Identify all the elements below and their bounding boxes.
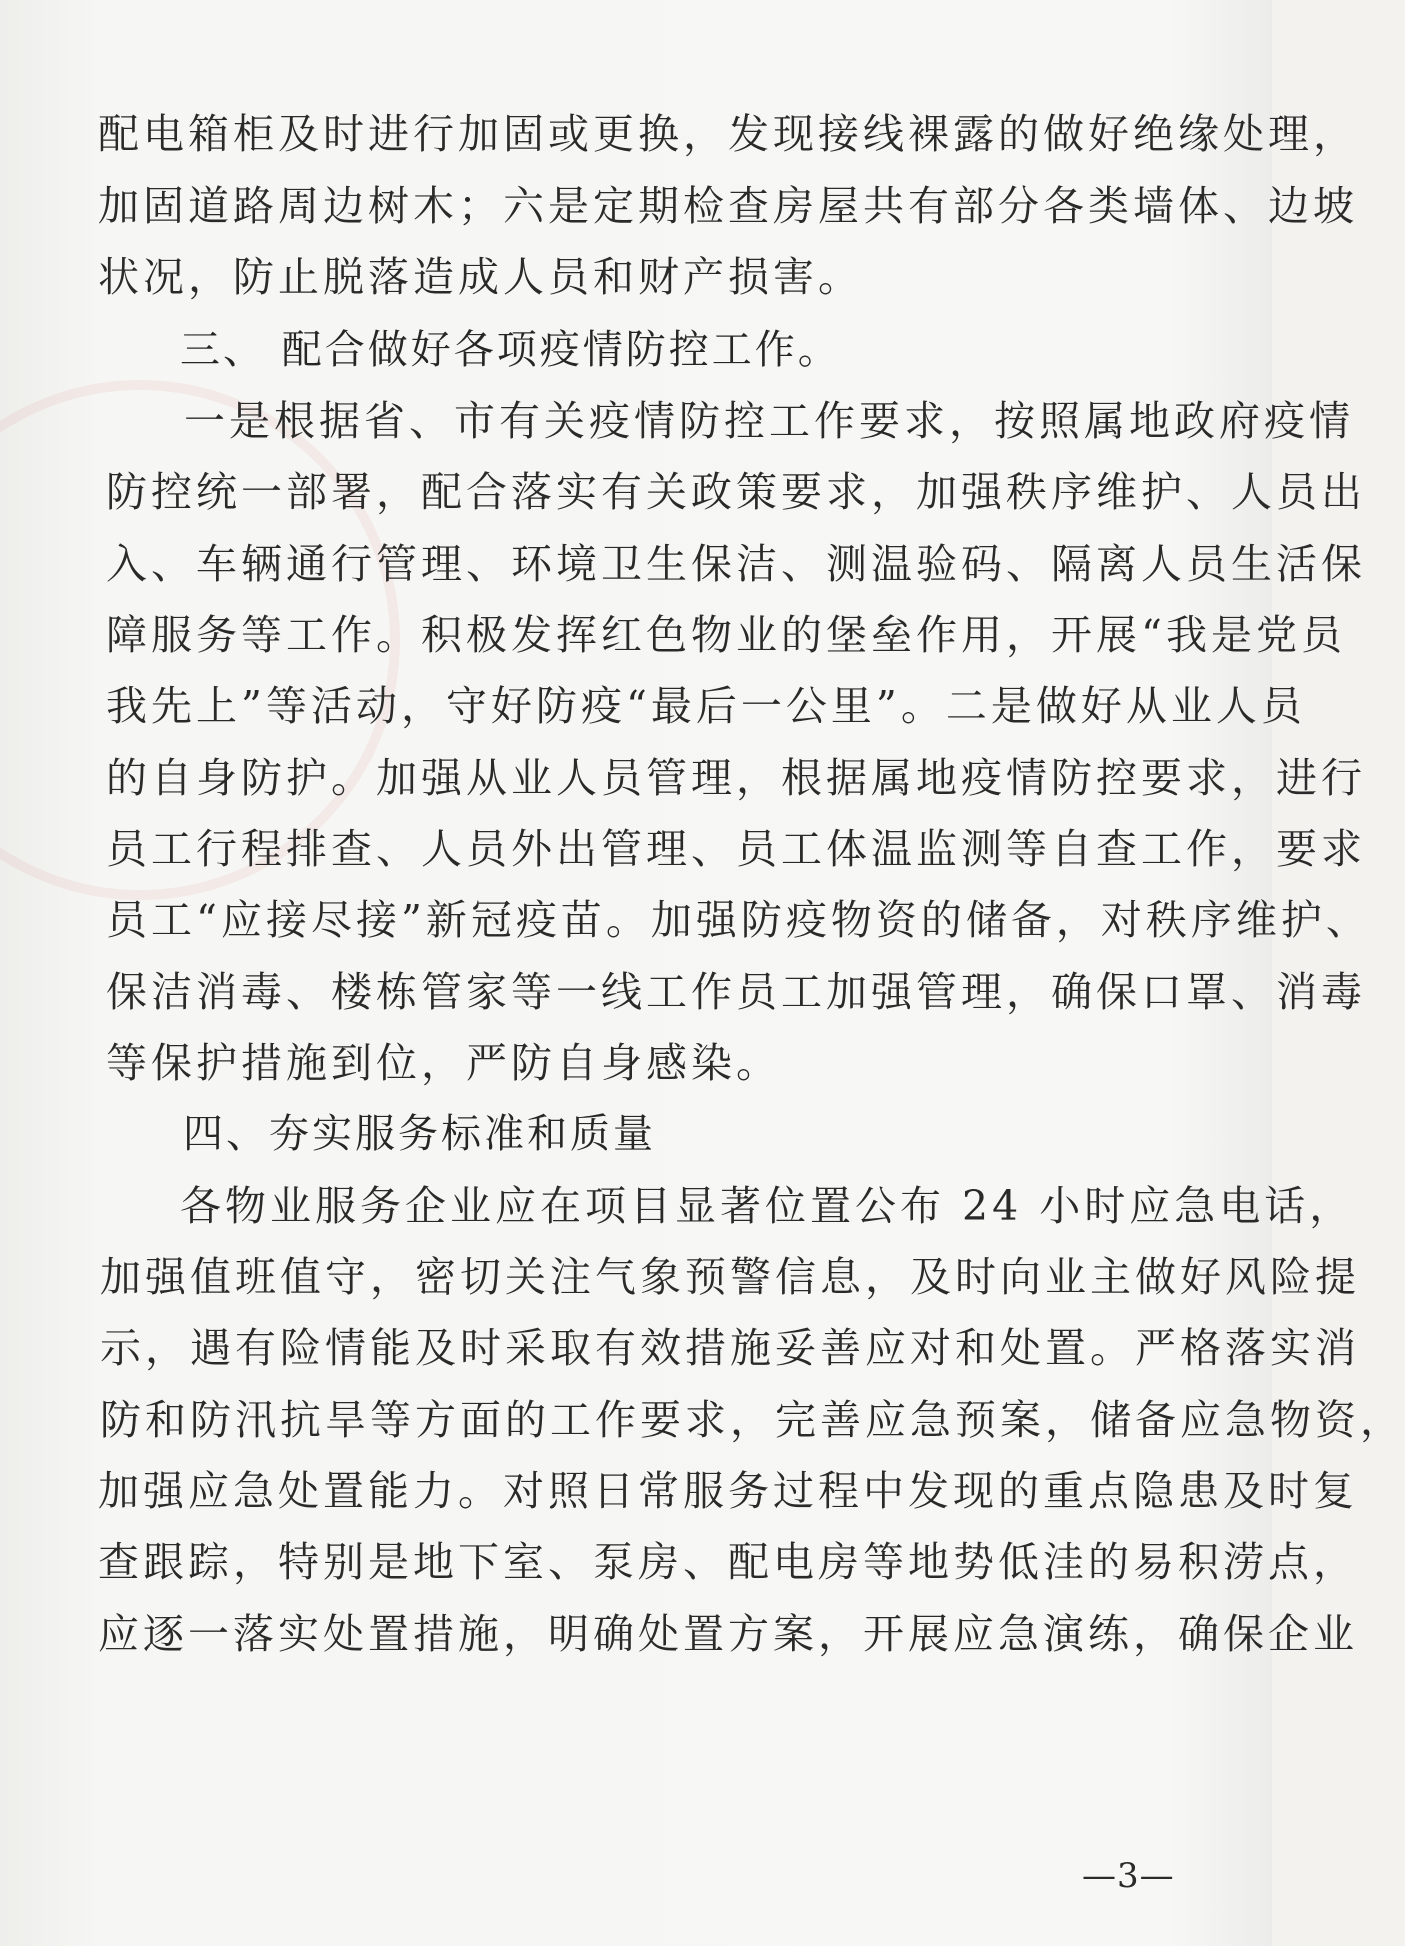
text-line: 加固道路周边树木；六是定期检查房屋共有部分各类墙体、边坡 xyxy=(98,182,1358,230)
text-line: 示，遇有险情能及时采取有效措施妥善应对和处置。严格落实消 xyxy=(100,1324,1360,1372)
text-line: 状况，防止脱落造成人员和财产损害。 xyxy=(98,253,863,301)
text-line: 的自身防护。加强从业人员管理，根据属地疫情防控要求，进行 xyxy=(106,754,1366,802)
text-line: 各物业服务企业应在项目显著位置公布 24 小时应急电话， xyxy=(180,1182,1355,1230)
text-line: 员工“应接尽接”新冠疫苗。加强防疫物资的储备，对秩序维护、 xyxy=(106,896,1371,944)
text-line: 保洁消毒、楼栋管家等一线工作员工加强管理，确保口罩、消毒 xyxy=(106,968,1366,1016)
text-line: 防控统一部署，配合落实有关政策要求，加强秩序维护、人员出 xyxy=(106,468,1366,516)
text-line: 一是根据省、市有关疫情防控工作要求，按照属地政府疫情 xyxy=(184,397,1354,445)
text-line: 障服务等工作。积极发挥红色物业的堡垒作用，开展“我是党员 xyxy=(106,611,1346,659)
text-line: 员工行程排查、人员外出管理、员工体温监测等自查工作，要求 xyxy=(106,825,1366,873)
page-number: —3— xyxy=(1082,1856,1175,1896)
section-heading-3: 三、 配合做好各项疫情防控工作。 xyxy=(180,327,841,373)
text-line: 加强应急处置能力。对照日常服务过程中发现的重点隐患及时复 xyxy=(98,1467,1358,1515)
text-line: 防和防汛抗旱等方面的工作要求，完善应急预案，储备应急物资， xyxy=(100,1396,1405,1444)
text-line: 等保护措施到位，严防自身感染。 xyxy=(106,1039,781,1087)
text-line: 查跟踪，特别是地下室、泵房、配电房等地势低洼的易积涝点， xyxy=(98,1538,1358,1586)
text-line: 入、车辆通行管理、环境卫生保洁、测温验码、隔离人员生活保 xyxy=(106,540,1366,588)
section-heading-4: 四、夯实服务标准和质量 xyxy=(183,1111,656,1157)
text-line: 配电箱柜及时进行加固或更换，发现接线裸露的做好绝缘处理， xyxy=(98,110,1358,158)
text-line: 加强值班值守，密切关注气象预警信息，及时向业主做好风险提 xyxy=(100,1253,1360,1301)
text-line: 应逐一落实处置措施，明确处置方案，开展应急演练，确保企业 xyxy=(98,1610,1358,1658)
text-line: 我先上”等活动，守好防疫“最后一公里”。二是做好从业人员 xyxy=(106,682,1306,730)
